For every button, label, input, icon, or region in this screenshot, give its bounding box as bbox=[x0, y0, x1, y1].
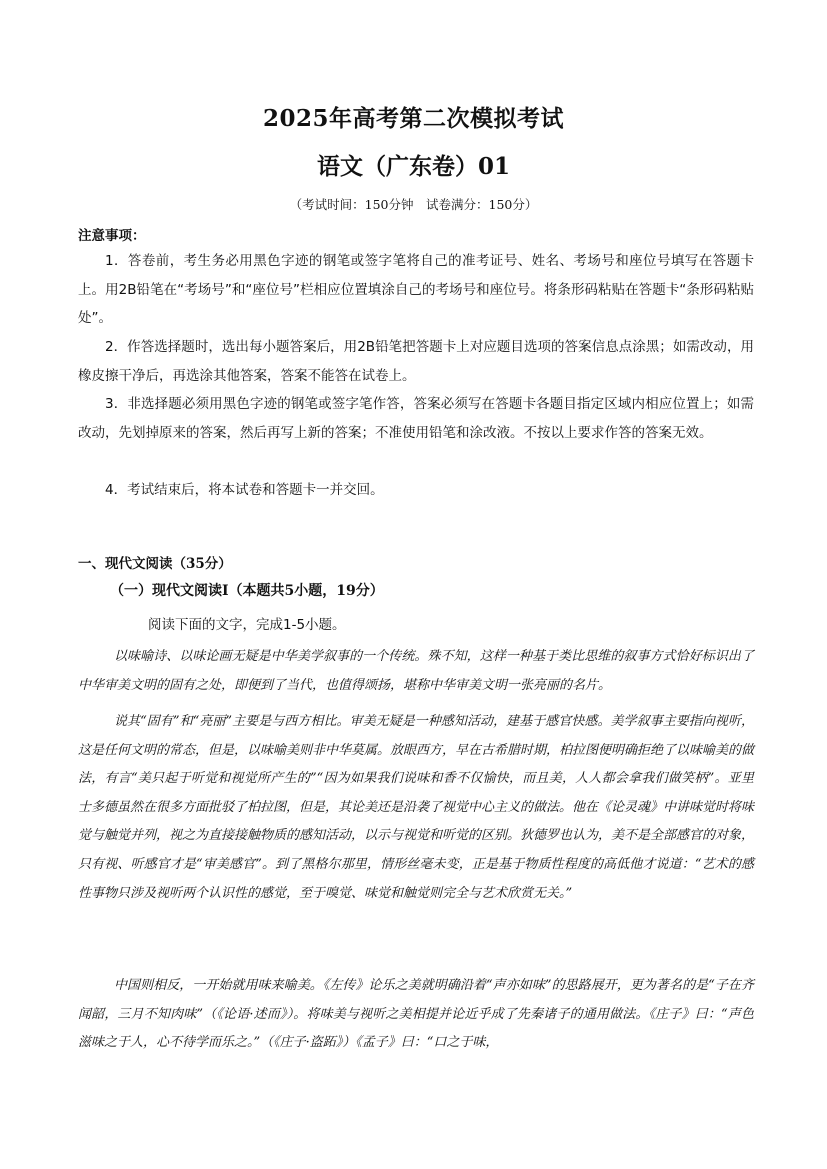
notice-item-3: 3．非选择题必须用黑色字迹的钢笔或签字笔作答，答案必须写在答题卡各题目指定区域内相应位置上；如需改动，先划掉原来的答案，然后再写上新的答案；不准使用铅笔和涂改液。不按以上要求作答的答案无效。 bbox=[78, 396, 754, 441]
section-heading: 一、现代文阅读（35分） bbox=[78, 556, 232, 572]
subsection-heading: （一）现代文阅读Ⅰ（本题共5小题，19分） bbox=[110, 583, 384, 599]
passage-paragraph-3: 中国则相反，一开始就用味来喻美。《左传》论乐之美就明确沿着“声亦如味”的思路展开，更为著名的是“子在齐闻韶，三月不知肉味”（《论语·述而》）。将味美与视听之美相提并论近乎成了先秦诸子的通用做法。《庄子》曰：“声色滋味之于人，心不待学而乐之。”（《庄子·盗跖》）《孟子》曰：“口之于味， bbox=[78, 978, 754, 1051]
exam-title: 2025年高考第二次模拟考试 bbox=[262, 105, 564, 132]
passage-paragraph-2: 说其“固有”和“亮丽”主要是与西方相比。审美无疑是一种感知活动，建基于感官快感。美学叙事主要指向视听，这是任何文明的常态，但是，以味喻美则非中华莫属。放眼西方，早在古希腊时期，柏拉图便明确拒绝了以味喻美的做法，有言“美只起于听觉和视觉所产生的”“因为如果我们说味和香不仅愉快，而且美，人人都会拿我们做笑柄”。亚里士多德虽然在很多方面批驳了柏拉图，但是，其论美还是沿袭了视觉中心主义的做法。他在《论灵魂》中讲味觉时将味觉与触觉并列，视之为直接接触物质的感知活动，以示与视觉和听觉的区别。狄德罗也认为，美不是全部感官的对象，只有视、听感官才是“审美感官”。到了黑格尔那里，情形丝毫未变，正是基于物质性程度的高低他才说道：“艺术的感性事物只涉及视听两个认识性的感觉，至于嗅觉、味觉和触觉则完全与艺术欣赏无关。” bbox=[78, 714, 755, 901]
reading-instruction: 阅读下面的文字，完成1-5小题。 bbox=[148, 617, 346, 633]
exam-subtitle: 语文（广东卷）01 bbox=[316, 153, 510, 180]
passage-paragraph-1: 以味喻诗、以味论画无疑是中华美学叙事的一个传统。殊不知，这样一种基于类比思维的叙事方式恰好标识出了中华审美文明的固有之处，即便到了当代，也值得颂扬，堪称中华审美文明一张亮丽的名片。 bbox=[78, 649, 754, 693]
exam-time-score-info: （考试时间：150分钟 试卷满分：150分） bbox=[289, 197, 538, 212]
notice-item-4: 4．考试结束后，将本试卷和答题卡一并交回。 bbox=[105, 482, 384, 498]
notice-heading: 注意事项： bbox=[78, 228, 146, 244]
notice-item-2: 2．作答选择题时，选出每小题答案后，用2B铅笔把答题卡上对应题目选项的答案信息点涂黑；如需改动，用橡皮擦干净后，再选涂其他答案，答案不能答在试卷上。 bbox=[78, 339, 754, 384]
notice-item-1: 1．答卷前，考生务必用黑色字迹的钢笔或签字笔将自己的准考证号、姓名、考场号和座位号填写在答题卡上。用2B铅笔在“考场号”和“座位号”栏相应位置填涂自己的考场号和座位号。将条形码粘贴在答题卡“条形码粘贴处”。 bbox=[78, 253, 754, 326]
